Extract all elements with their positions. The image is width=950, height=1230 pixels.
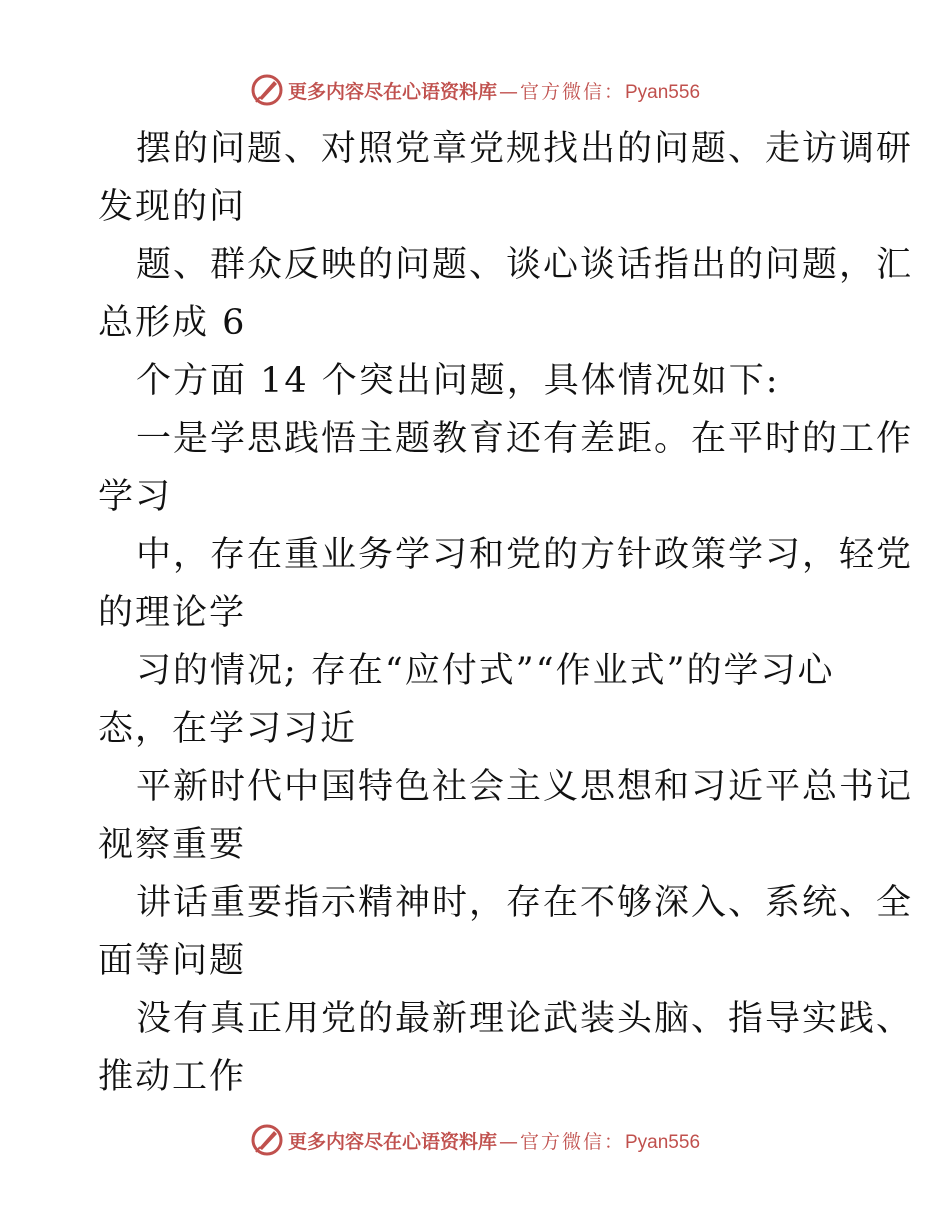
body-line: 推动工作: [98, 1057, 247, 1097]
body-line: 面等问题: [98, 941, 247, 981]
body-line: 发现的问: [98, 187, 247, 227]
quill-pen-logo-icon: [250, 1123, 284, 1157]
body-line: 视察重要: [98, 825, 247, 865]
body-line: 学习: [98, 477, 173, 517]
body-line: 摆的问题、对照党章党规找出的问题、走访调研: [136, 129, 914, 169]
body-line: 态，在学习习近: [98, 709, 358, 749]
body-line: 个方面 14 个突出问题，具体情况如下:: [136, 361, 780, 401]
body-line: 习的情况; 存在“应付式”“作业式”的学习心: [136, 651, 835, 691]
banner-wechat-id: Pyan556: [625, 81, 701, 103]
banner-site-name: 更多内容尽在心语资料库: [287, 1130, 497, 1153]
document-body: [98, 120, 914, 1106]
banner-dash: —: [498, 80, 518, 103]
banner-wechat-label: 官方微信：: [519, 1130, 625, 1153]
body-line: 讲话重要指示精神时，存在不够深入、系统、全: [136, 883, 914, 923]
body-line: 总形成 6: [98, 303, 247, 343]
banner-dash: —: [498, 1130, 518, 1153]
quill-pen-logo-icon: [250, 73, 284, 107]
body-line: 没有真正用党的最新理论武装头脑、指导实践、: [136, 999, 914, 1039]
body-line: 一是学思践悟主题教育还有差距。在平时的工作: [136, 419, 914, 459]
footer-banner: [0, 1120, 950, 1160]
banner-site-name: 更多内容尽在心语资料库: [287, 80, 497, 103]
header-banner: [0, 70, 950, 110]
body-line: 题、群众反映的问题、谈心谈话指出的问题，汇: [136, 245, 914, 285]
body-line: 的理论学: [98, 593, 247, 633]
banner-wechat-label: 官方微信：: [519, 80, 625, 103]
body-line: 平新时代中国特色社会主义思想和习近平总书记: [136, 767, 914, 807]
body-line: 中，存在重业务学习和党的方针政策学习，轻党: [136, 535, 914, 575]
banner-wechat-id: Pyan556: [625, 1131, 701, 1153]
